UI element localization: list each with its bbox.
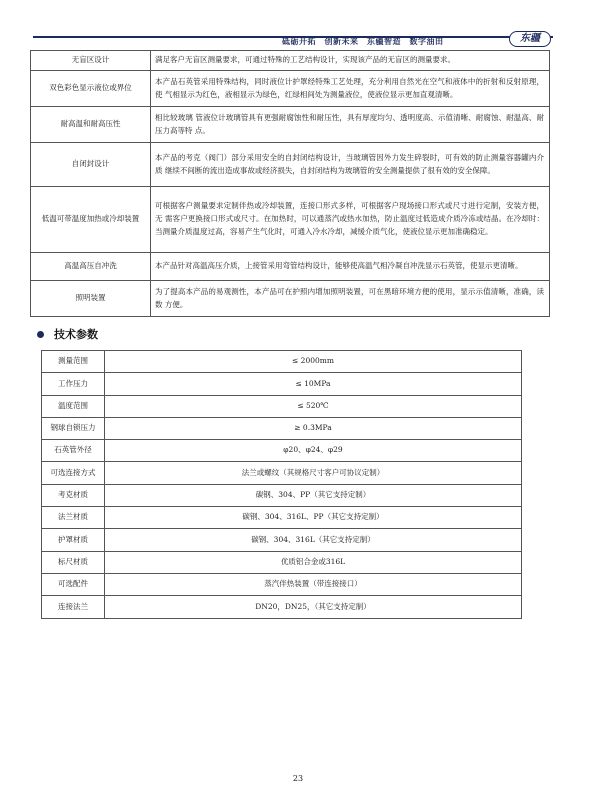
table-row [42, 440, 522, 462]
table-row [42, 351, 522, 373]
table-row [42, 417, 522, 439]
table-row [42, 373, 522, 395]
spec-value: ≤ 10MPa [105, 373, 522, 395]
spec-value: 蒸汽伴热装置（带连接接口） [105, 573, 522, 595]
spec-value: 碳钢、304、316L、PP（其它支持定制） [105, 507, 522, 529]
spec-label: 法兰材质 [42, 507, 105, 529]
table-row [42, 395, 522, 417]
spec-label: 钢球自锁压力 [42, 417, 105, 439]
page-number: 23 [292, 774, 304, 783]
spec-label: 可选连接方式 [42, 462, 105, 484]
spec-value: φ20、φ24、φ29 [105, 440, 522, 462]
feature-name: 低温可带温度加热或冷却装置 [31, 187, 151, 253]
specs-section-heading [37, 327, 98, 341]
table-row [31, 107, 550, 143]
spec-value: DN20，DN25，（其它支持定制） [105, 596, 522, 618]
spec-label: 测量范围 [42, 351, 105, 373]
table-row [31, 253, 550, 281]
feature-name: 无盲区设计 [31, 51, 151, 71]
table-row [42, 573, 522, 595]
specs-table [41, 350, 522, 619]
header-slogan: 砥砺开拓 创新未来 东疆智造 数字油田 [282, 37, 444, 46]
feature-desc: 为了提高本产品的易观测性，本产品可在护照内增加照明装置，可在黑暗环境方便的使用，显示示值清晰，准确，读数 方便。 [151, 281, 550, 317]
spec-value: 法兰或螺纹（其规格尺寸客户可协议定制） [105, 462, 522, 484]
table-row [31, 187, 550, 253]
spec-value: 碳钢、304、316L（其它支持定制） [105, 529, 522, 551]
feature-name: 高温高压自冲洗 [31, 253, 151, 281]
spec-label: 连接法兰 [42, 596, 105, 618]
specs-title: 技术参数 [54, 328, 98, 341]
table-row [42, 462, 522, 484]
spec-value: ≤ 520℃ [105, 395, 522, 417]
table-row [31, 281, 550, 317]
bullet-icon [37, 331, 44, 338]
feature-name: 双色彩色显示液位或界位 [31, 71, 151, 107]
feature-name: 照明装置 [31, 281, 151, 317]
table-row [31, 71, 550, 107]
feature-name: 耐高温和耐高压性 [31, 107, 151, 143]
table-row [42, 529, 522, 551]
spec-label: 石英管外径 [42, 440, 105, 462]
spec-label: 考克材质 [42, 484, 105, 506]
feature-desc: 本产品石英管采用特殊结构，同时液位计护罩经特殊工艺处理，充分利用自然光在空气和液体中的折射和反射原理，使 气相显示为红色，液相显示为绿色，红绿相间处为测量液位，使液位显示更加直观清晰。 [151, 71, 550, 107]
spec-value: 碳钢、304、PP（其它支持定制） [105, 484, 522, 506]
feature-name: 自闭封设计 [31, 143, 151, 187]
feature-desc: 本产品针对高温高压介质，上接管采用弯管结构设计，能够使高温气相冷凝自冲洗显示石英管，使显示更清晰。 [151, 253, 550, 281]
spec-value: ≥ 0.3MPa [105, 417, 522, 439]
feature-desc: 本产品的考克（阀门）部分采用安全的自封闭结构设计，当玻璃管因外力发生碎裂时，可有效的防止测量容器罐内介质 继续不间断的流出造成事故或经济损失，自封闭结构为玻璃管的安全测量提供了很有效的安全保障。 [151, 143, 550, 187]
spec-value: ≤ 2000mm [105, 351, 522, 373]
spec-label: 工作压力 [42, 373, 105, 395]
spec-value: 优质铝合金或316L [105, 551, 522, 573]
table-row [42, 507, 522, 529]
spec-label: 护罩材质 [42, 529, 105, 551]
company-logo: 东疆 [509, 31, 551, 47]
spec-label: 温度范围 [42, 395, 105, 417]
table-row [42, 596, 522, 618]
spec-label: 可选配件 [42, 573, 105, 595]
table-row [31, 51, 550, 71]
feature-desc: 满足客户无盲区测量要求，可通过特殊的工艺结构设计，实现该产品的无盲区的测量要求。 [151, 51, 550, 71]
table-row [42, 551, 522, 573]
table-row [31, 143, 550, 187]
feature-desc: 可根据客户测量要求定制伴热或冷却装置，连接口形式多样，可根据客户现场接口形式或尺寸进行定制，安装方便，无 需客户更换接口形式或尺寸。在加热时，可以通蒸汽或热水加热，防止温度过低造成介质冷冻或结晶。在冷却时：当测量介质温度过高，容易产生气化时，可通入冷水冷却，减缓介质气化，使液位显示更加准确稳定。 [151, 187, 550, 253]
table-row [42, 484, 522, 506]
feature-desc: 相比较玻璃 管液位计玻璃管具有更强耐腐蚀性和耐压性，具有厚度均匀、透明度高、示值清晰、耐腐蚀、耐温高、耐压力高等特 点。 [151, 107, 550, 143]
spec-label: 标尺材质 [42, 551, 105, 573]
features-table [30, 50, 550, 317]
